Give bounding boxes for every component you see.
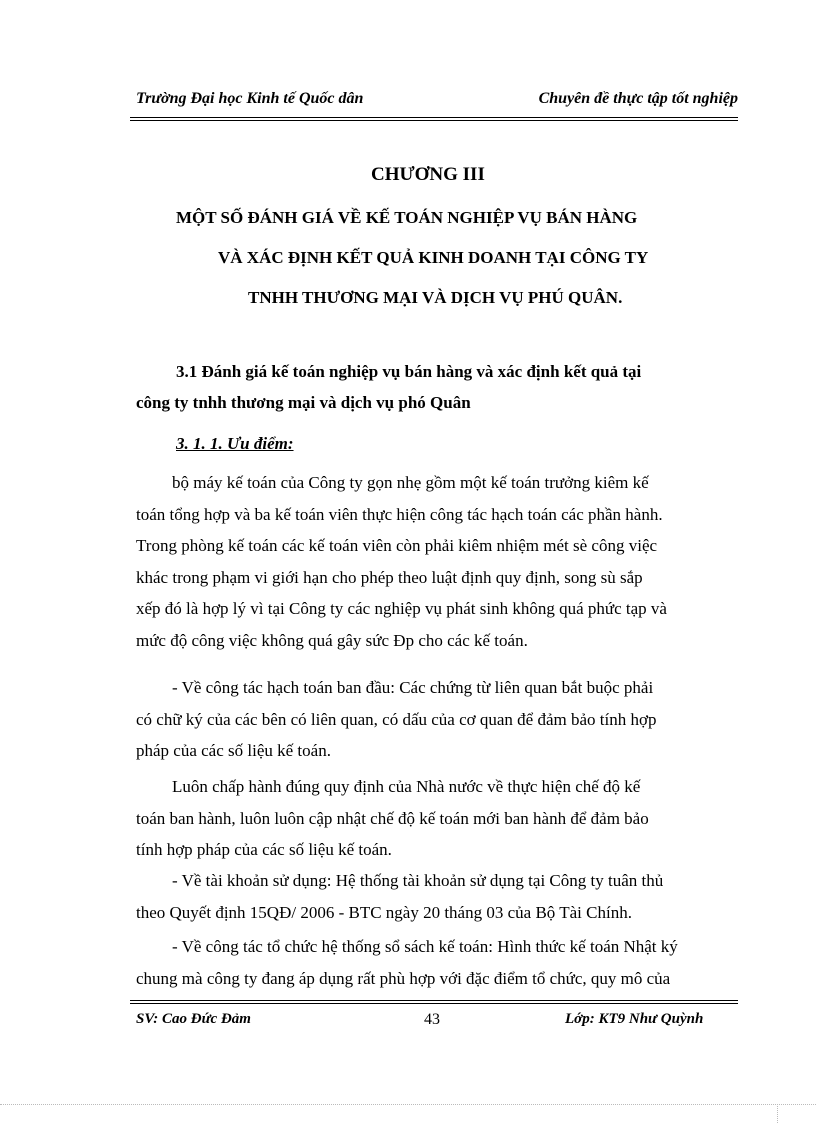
section-heading-line-1: 3.1 Đánh giá kế toán nghiệp vụ bán hàng và xác định kết quả tại [176, 362, 642, 381]
header-rule [130, 117, 738, 118]
text-line: toán tổng hợp và ba kế toán viên thực hiện công tác hạch toán các phần hành. [136, 504, 663, 524]
header-rule-2 [130, 120, 738, 121]
chapter-number: CHƯƠNG III [371, 164, 485, 185]
page-edge-guide [0, 1104, 816, 1105]
footer-class: Lớp: KT9 Như Quỳnh [565, 1011, 704, 1027]
subsection-heading: 3. 1. 1. Ưu điểm: [176, 434, 294, 453]
section-heading-line-2: công ty tnhh thương mại và dịch vụ phó Quân [136, 393, 471, 412]
paragraph-1 [136, 467, 738, 656]
header-report-type: Chuyên đề thực tập tốt nghiệp [538, 90, 738, 107]
chapter-title-line-1: MỘT SỐ ĐÁNH GIÁ VỀ KẾ TOÁN NGHIỆP VỤ BÁN HÀNG [176, 208, 638, 227]
text-line: có chữ ký của các bên có liên quan, có dấu của cơ quan để đảm bảo tính hợp [136, 709, 657, 729]
text-line: - Về tài khoản sử dụng: Hệ thống tài khoản sử dụng tại Công ty tuân thủ [172, 871, 664, 890]
page-number: 43 [424, 1011, 440, 1028]
footer-student: SV: Cao Đức Đảm [136, 1011, 251, 1027]
chapter-title-line-2: VÀ XÁC ĐỊNH KẾT QUẢ KINH DOANH TẠI CÔNG TY [218, 248, 649, 267]
text-line: mức độ công việc không quá gây sức Ðp cho các kế toán. [136, 630, 528, 650]
text-line: - Về công tác hạch toán ban đầu: Các chứng từ liên quan bắt buộc phải [172, 678, 654, 697]
text-line: chung mà công ty đang áp dụng rất phù hợp với đặc điểm tổ chức, quy mô của [136, 968, 671, 988]
footer-rule [130, 1000, 738, 1001]
text-line: khác trong phạm vi giới hạn cho phép theo luật định quy định, song sù sắp [136, 567, 643, 587]
text-line: theo Quyết định 15QĐ/ 2006 - BTC ngày 20 tháng 03 của Bộ Tài Chính. [136, 902, 632, 922]
header-school: Trường Đại học Kinh tế Quốc dân [136, 90, 364, 107]
text-line: toán ban hành, luôn luôn cập nhật chế độ kế toán mới ban hành để đảm bảo [136, 808, 649, 828]
paragraph-4 [136, 865, 738, 928]
text-line: - Về công tác tổ chức hệ thống sổ sách kế toán: Hình thức kế toán Nhật ký [172, 937, 678, 956]
text-line: Trong phòng kế toán các kế toán viên còn phải kiêm nhiệm mét sè công việc [136, 536, 658, 555]
text-line: tính hợp pháp của các số liệu kế toán. [136, 840, 392, 859]
paragraph-2 [136, 672, 738, 767]
text-line: Luôn chấp hành đúng quy định của Nhà nước về thực hiện chế độ kế [172, 777, 641, 796]
chapter-title-line-3: TNHH THƯƠNG MẠI VÀ DỊCH VỤ PHÚ QUÂN. [248, 288, 623, 307]
paragraph-5 [136, 931, 738, 994]
footer-rule-2 [130, 1003, 738, 1004]
paragraph-3 [136, 771, 738, 866]
text-line: xếp đó là hợp lý vì tại Công ty các nghiệp vụ phát sinh không quá phức tạp và [136, 599, 667, 618]
text-line: pháp của các số liệu kế toán. [136, 741, 331, 760]
text-line: bộ máy kế toán của Công ty gọn nhẹ gồm một kế toán trưởng kiêm kế [172, 473, 649, 492]
page-edge-guide-vertical [777, 1104, 778, 1123]
